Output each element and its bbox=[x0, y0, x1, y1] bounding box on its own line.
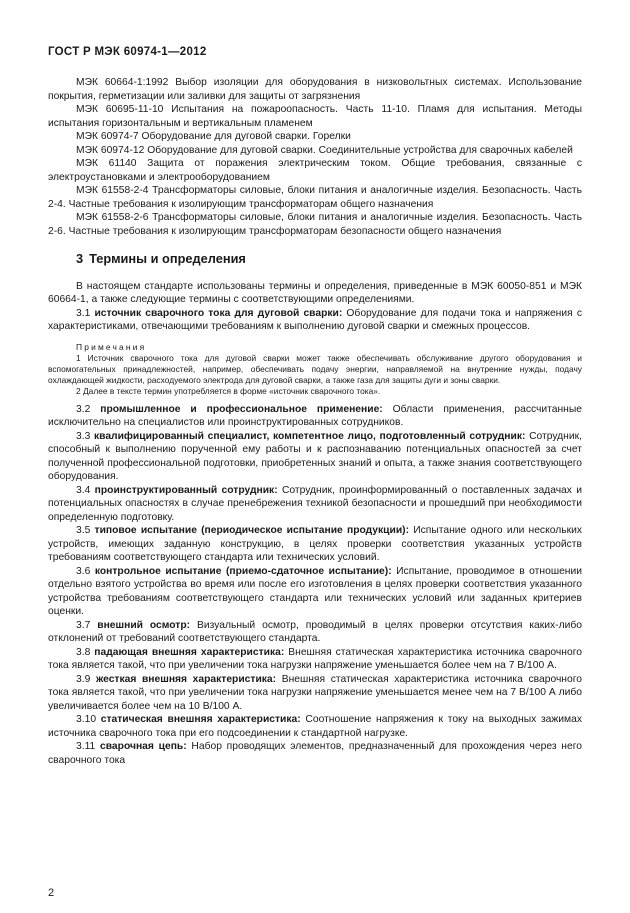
reference-item: МЭК 60974-12 Оборудование для дуговой сварки. Соединительные устройства для сварочных кабелей bbox=[76, 144, 573, 156]
definition-number: 3.7 bbox=[76, 619, 91, 631]
definition-term: внешний осмотр: bbox=[97, 619, 191, 631]
definition-text: Испытание одного или нескольких устройств, имеющих заданную конструкцию, в целях проверки соответствия указанных устройств требованиям соответствующего стандарта или технических условий. bbox=[48, 525, 582, 563]
definition-term: статическая внешняя характеристика: bbox=[100, 714, 301, 725]
definition-3-4 bbox=[48, 484, 582, 525]
definition-term: контрольное испытание (приемо-сдаточное испытание): bbox=[94, 565, 392, 577]
definition-term: падающая внешняя характеристика: bbox=[94, 646, 285, 658]
reference-item: МЭК 61558-2-4 Трансформаторы силовые, блоки питания и аналогичные изделия. Безопасность. Часть 2-4. Частные требования к изолирующим трансформаторам общего назначения bbox=[48, 185, 582, 210]
definition-number: 3.10 bbox=[76, 714, 97, 725]
reference-item: МЭК 61140 Защита от поражения электрическим током. Общие требования, связанные с электроустановками и электрооборудованием bbox=[48, 158, 582, 183]
document-body bbox=[48, 76, 582, 767]
definition-text: Оборудование для подачи тока и напряжения с характеристиками, отвечающими требованиям к выполнению дуговой сварки и смежных процессов. bbox=[48, 307, 582, 332]
definition-text: Испытание, проводимое в отношении отдельно взятого устройства во время или после его изготовления в целях проверки соответствия указанного устройства требованиям соответствующего стандарта или технических условий или заданных критериев оценки. bbox=[48, 565, 582, 617]
definition-number: 3.9 bbox=[76, 673, 91, 685]
reference-item: МЭК 60664-1:1992 Выбор изоляции для оборудования в низковольтных системах. Использование покрытия, герметизации или заливки для защиты от загрязнения bbox=[48, 77, 582, 102]
definition-text: Сотрудник, способный к выполнению порученной ему работы и к распознаванию потенциальных опасностей за счет полученной профессиональной подготовки, приобретенных знаний и опыта, а также знания соответствующего оборудования. bbox=[48, 430, 582, 482]
reference-item: МЭК 61558-2-6 Трансформаторы силовые, блоки питания и аналогичные изделия. Безопасность. Часть 2-6. Частные требования к изолирующим трансформаторам безопасности общего назначения bbox=[48, 212, 582, 237]
definition-text: Визуальный осмотр, проводимый в целях проверки отсутствия каких-либо отклонений от требований соответствующего стандарта. bbox=[48, 619, 582, 644]
definition-3-1 bbox=[48, 307, 582, 334]
definition-3-11 bbox=[48, 740, 582, 767]
notes-block bbox=[48, 342, 582, 397]
definition-term: типовое испытание (периодическое испытание продукции): bbox=[94, 525, 410, 536]
definition-term: проинструктированный сотрудник: bbox=[94, 484, 278, 496]
definition-3-3 bbox=[48, 430, 582, 484]
definition-text: Внешняя статическая характеристика источника сварочного тока является такой, что при увеличении тока нагрузки напряжение уменьшается более чем на 7 В/100 А. bbox=[48, 646, 582, 671]
definition-number: 3.8 bbox=[76, 646, 91, 658]
definition-text: Сотрудник, проинформированный о поставленных задачах и потенциальных опасностях в случае пренебрежения техникой безопасности и прошедший при необходимости определенную подготовку. bbox=[48, 484, 582, 523]
section-title: Термины и определения bbox=[89, 251, 246, 266]
definition-term: жесткая внешняя характеристика: bbox=[95, 673, 277, 685]
page-number: 2 bbox=[48, 887, 55, 899]
definition-number: 3.1 bbox=[76, 307, 91, 319]
notes-heading: Примечания bbox=[76, 341, 147, 352]
definition-number: 3.5 bbox=[76, 525, 91, 536]
definition-term: промышленное и профессиональное применение: bbox=[100, 403, 383, 415]
definition-number: 3.2 bbox=[76, 403, 91, 415]
definition-3-6 bbox=[48, 565, 582, 619]
definition-text: Соотношение напряжения к току на выходных зажимах источника сварочного тока при его подсоединении к стандартной нагрузке. bbox=[48, 714, 582, 739]
definition-text: Области применения, рассчитанные исключительно на специалистов или проинструктированных сотрудников. bbox=[48, 403, 582, 428]
section-number: 3 bbox=[76, 251, 84, 266]
definition-3-9 bbox=[48, 673, 582, 714]
definition-number: 3.6 bbox=[76, 565, 91, 577]
definition-number: 3.3 bbox=[76, 430, 91, 442]
reference-item: МЭК 60695-11-10 Испытания на пожароопасность. Часть 11-10. Пламя для испытания. Методы испытания горизонтальным и вертикальным пламенем bbox=[48, 104, 582, 129]
definition-text: Внешняя статическая характеристика источника сварочного тока является такой, что при увеличении тока нагрузки напряжение уменьшается менее чем на 7 В/100 А либо увеличивается более чем на 10 В/100 А. bbox=[48, 673, 582, 712]
definition-3-5 bbox=[48, 524, 582, 565]
definition-3-7 bbox=[48, 619, 582, 646]
definition-number: 3.11 bbox=[76, 741, 96, 752]
definition-3-8 bbox=[48, 646, 582, 673]
note-item: 2 Далее в тексте термин употребляется в форме «источник сварочного тока». bbox=[76, 385, 381, 396]
section-heading bbox=[76, 252, 582, 266]
page-header: ГОСТ Р МЭК 60974-1—2012 bbox=[48, 46, 207, 58]
definition-term: сварочная цепь: bbox=[100, 741, 187, 752]
definition-term: квалифицированный специалист, компетентное лицо, подготовленный сотрудник: bbox=[93, 430, 526, 442]
reference-item: МЭК 60974-7 Оборудование для дуговой сварки. Горелки bbox=[76, 131, 351, 142]
definition-3-2 bbox=[48, 403, 582, 430]
intro-paragraph: В настоящем стандарте использованы термины и определения, приведенные в МЭК 60050-851 и МЭК 60664-1, а также следующие термины с соответствующими определениями. bbox=[48, 280, 582, 305]
definition-text: Набор проводящих элементов, предназначенный для прохождения через него сварочного тока bbox=[48, 741, 582, 766]
definition-term: источник сварочного тока для дуговой сварки: bbox=[94, 307, 343, 319]
definition-number: 3.4 bbox=[76, 484, 91, 496]
note-item: 1 Источник сварочного тока для дуговой сварки может также обеспечивать обслуживание другого оборудования и вспомогательных принадлежностей, например, обеспечивать подачу энергии, направляемой на внутренние нужды, подачу охлаждающей жидкости, расходуемого электрода для дуговой сварки, а также газа для защиты дуги и зоны сварки. bbox=[48, 352, 582, 385]
definition-3-10 bbox=[48, 713, 582, 740]
